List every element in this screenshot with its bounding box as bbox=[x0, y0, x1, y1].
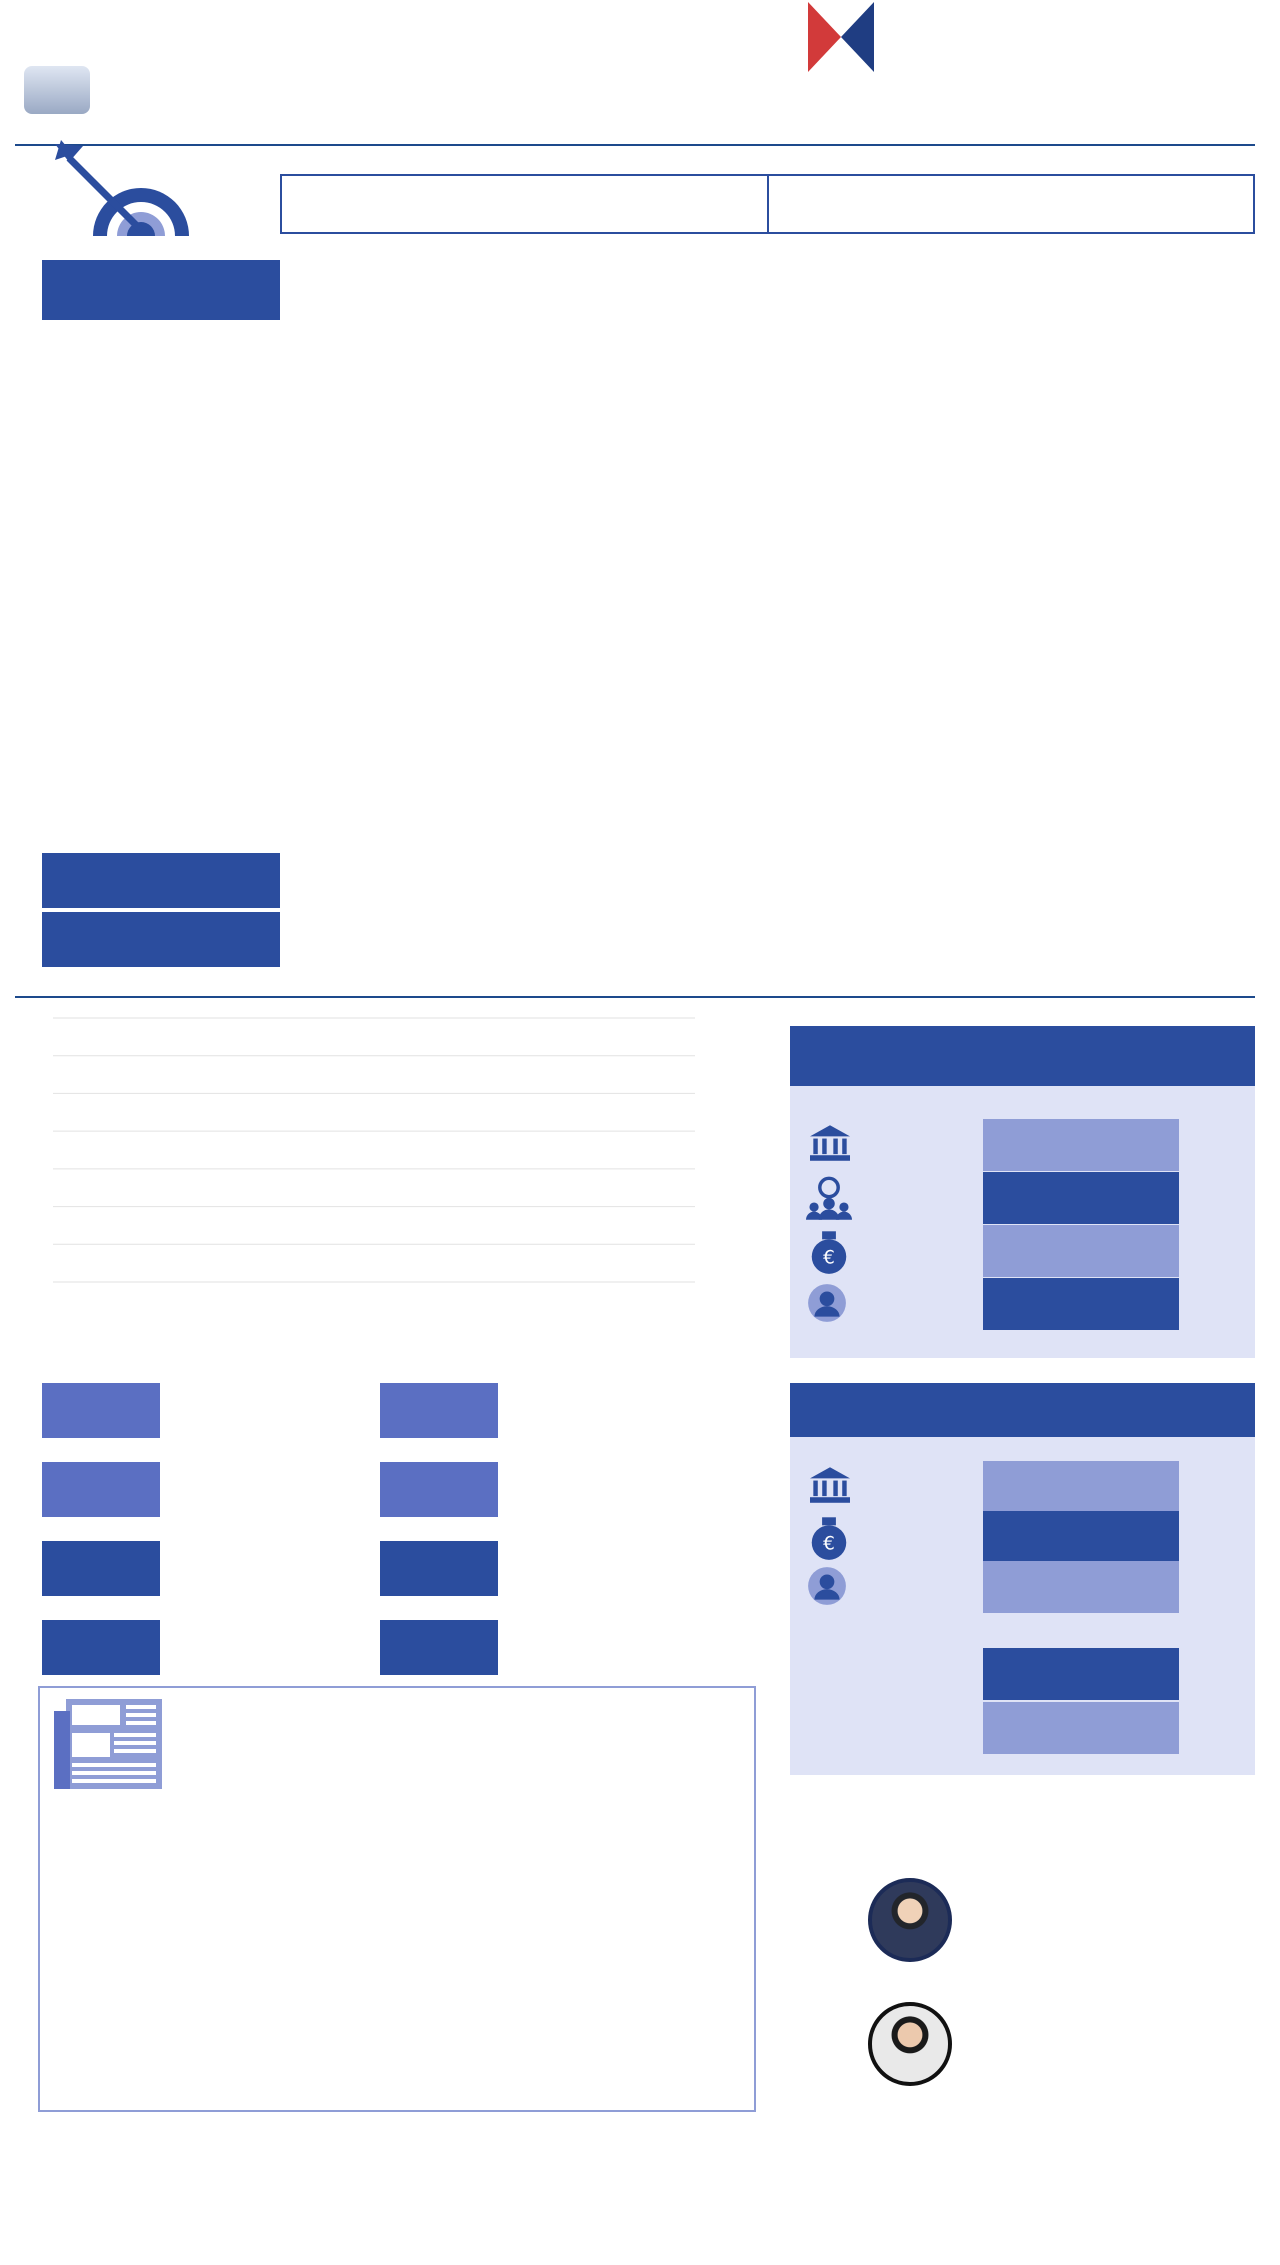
quote-name bbox=[42, 1383, 160, 1438]
analyst-1-avatar bbox=[868, 1878, 952, 1962]
trading-summary-title bbox=[790, 1026, 1255, 1086]
svg-text:€: € bbox=[823, 1247, 835, 1269]
quote-name bbox=[42, 1620, 160, 1675]
quote-name bbox=[380, 1620, 498, 1675]
reasons-label bbox=[42, 260, 280, 320]
signal-box bbox=[280, 174, 1255, 234]
quote-name bbox=[42, 1541, 160, 1596]
money-bag-icon bbox=[806, 1229, 852, 1279]
contract-symbol bbox=[282, 176, 769, 232]
svg-text:€: € bbox=[823, 1533, 835, 1555]
oi-change-value bbox=[983, 1702, 1179, 1754]
set50-futures-logo bbox=[24, 66, 90, 114]
net-value bbox=[983, 1511, 1179, 1563]
open-interest-value bbox=[983, 1648, 1179, 1700]
net-value bbox=[983, 1278, 1179, 1330]
net-value bbox=[983, 1461, 1179, 1513]
set50-candlestick-chart bbox=[45, 1012, 785, 1377]
net-value bbox=[983, 1561, 1179, 1613]
person-icon bbox=[806, 1565, 848, 1611]
section-divider bbox=[15, 996, 1255, 998]
quote-name bbox=[42, 1462, 160, 1517]
person-icon bbox=[806, 1282, 848, 1328]
volume-header bbox=[790, 1383, 1255, 1437]
net-value bbox=[983, 1225, 1179, 1277]
quote-name bbox=[380, 1462, 498, 1517]
group-icon bbox=[806, 1176, 852, 1226]
quote-name bbox=[380, 1541, 498, 1596]
position-direction bbox=[769, 176, 1254, 232]
analyst-2-avatar bbox=[868, 2002, 952, 2086]
net-value bbox=[983, 1119, 1179, 1171]
trend-trade-label bbox=[42, 912, 280, 967]
newspaper-icon bbox=[52, 1695, 164, 1795]
quote-name bbox=[380, 1383, 498, 1438]
target-dart-icon bbox=[55, 140, 225, 250]
net-value bbox=[983, 1172, 1179, 1224]
classic-ausiris-logo-icon bbox=[808, 2, 874, 72]
bank-icon bbox=[806, 1465, 854, 1509]
bank-icon bbox=[806, 1123, 854, 1167]
day-trade-label bbox=[42, 853, 280, 908]
money-bag-icon bbox=[806, 1515, 852, 1565]
